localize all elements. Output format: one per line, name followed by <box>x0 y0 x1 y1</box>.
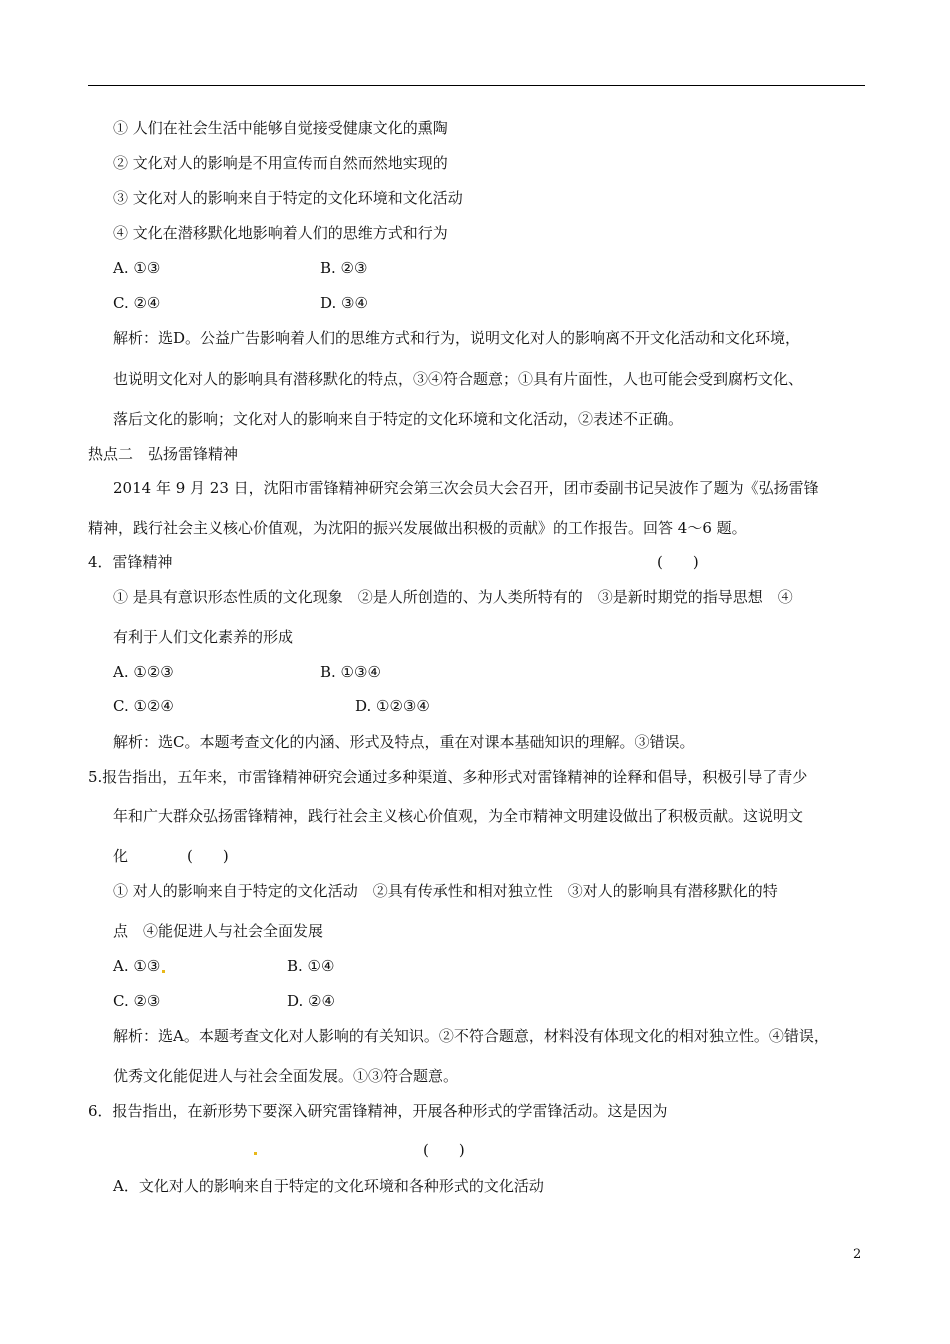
q5-option-d: D. ②④ <box>287 992 335 1010</box>
q3-item-3: ③ 文化对人的影响来自于特定的文化环境和文化活动 <box>113 189 463 207</box>
page-number: 2 <box>853 1247 862 1262</box>
q5-items-line-2: 点 ④能促进人与社会全面发展 <box>113 922 324 940</box>
q5-option-b: B. ①④ <box>287 957 335 975</box>
q3-analysis-line-1: 解析：选D。公益广告影响着人们的思维方式和行为，说明文化对人的影响离不开文化活动和文化环境， <box>113 329 801 347</box>
q4-items-line-2: 有利于人们文化素养的形成 <box>113 628 294 646</box>
q3-option-a: A. ①③ <box>113 259 161 277</box>
stray-mark <box>254 1152 257 1155</box>
q4-option-a: A. ①②③ <box>113 663 174 681</box>
q4-answer-paren: ( ) <box>657 553 699 571</box>
q5-stem-line-1: 5.报告指出，五年来，市雷锋精神研究会通过多种渠道、多种形式对雷锋精神的诠释和倡导，积极引导了青少 <box>88 768 808 786</box>
q3-item-2: ② 文化对人的影响是不用宣传而自然而然地实现的 <box>113 154 448 172</box>
q5-stem-line-3: 化 <box>113 847 129 865</box>
q6-option-a: A．文化对人的影响来自于特定的文化环境和各种形式的文化活动 <box>113 1177 544 1195</box>
q3-analysis-line-2: 也说明文化对人的影响具有潜移默化的特点，③④符合题意；①具有片面性，人也可能会受到腐朽文化、 <box>113 370 804 388</box>
q5-stem-line-2: 年和广大群众弘扬雷锋精神，践行社会主义核心价值观，为全市精神文明建设做出了积极贡献。这说明文 <box>113 807 804 825</box>
q4-analysis: 解析：选C。本题考查文化的内涵、形式及特点，重在对课本基础知识的理解。③错误。 <box>113 733 695 751</box>
section-intro-line-2: 精神，践行社会主义核心价值观，为沈阳的振兴发展做出积极的贡献》的工作报告。回答 4～6 题。 <box>88 519 747 537</box>
q6-answer-paren: ( ) <box>423 1141 465 1159</box>
q5-analysis-line-1: 解析：选A。本题考查文化对人影响的有关知识。②不符合题意，材料没有体现文化的相对独立性。④错误， <box>113 1027 829 1045</box>
q5-analysis-line-2: 优秀文化能促进人与社会全面发展。①③符合题意。 <box>113 1067 459 1085</box>
q4-stem: 4．雷锋精神 <box>88 553 173 571</box>
q4-option-b: B. ①③④ <box>320 663 381 681</box>
q5-items-line-1: ① 对人的影响来自于特定的文化活动 ②具有传承性和相对独立性 ③对人的影响具有潜移默化的特 <box>113 882 778 900</box>
q3-item-1: ① 人们在社会生活中能够自觉接受健康文化的熏陶 <box>113 119 448 137</box>
q3-item-4: ④ 文化在潜移默化地影响着人们的思维方式和行为 <box>113 224 448 242</box>
q3-analysis-line-3: 落后文化的影响；文化对人的影响来自于特定的文化环境和文化活动，②表述不正确。 <box>113 410 684 428</box>
section-title: 热点二 弘扬雷锋精神 <box>88 445 239 463</box>
q6-stem: 6．报告指出，在新形势下要深入研究雷锋精神，开展各种形式的学雷锋活动。这是因为 <box>88 1102 668 1120</box>
section-intro-line-1: 2014 年 9 月 23 日，沈阳市雷锋精神研究会第三次会员大会召开，团市委副书记吴波作了题为《弘扬雷锋 <box>113 479 819 497</box>
header-rule <box>88 85 865 86</box>
q4-items-line-1: ① 是具有意识形态性质的文化现象 ②是人所创造的、为人类所特有的 ③是新时期党的指导思想 ④ <box>113 588 793 606</box>
q3-option-b: B. ②③ <box>320 259 368 277</box>
q4-option-d: D. ①②③④ <box>355 697 430 715</box>
q5-option-a: A. ①③ <box>113 957 161 975</box>
q4-option-c: C. ①②④ <box>113 697 174 715</box>
q3-option-c: C. ②④ <box>113 294 161 312</box>
q5-option-c: C. ②③ <box>113 992 161 1010</box>
q5-answer-paren: ( ) <box>187 847 229 865</box>
q3-option-d: D. ③④ <box>320 294 368 312</box>
stray-mark <box>162 970 165 973</box>
